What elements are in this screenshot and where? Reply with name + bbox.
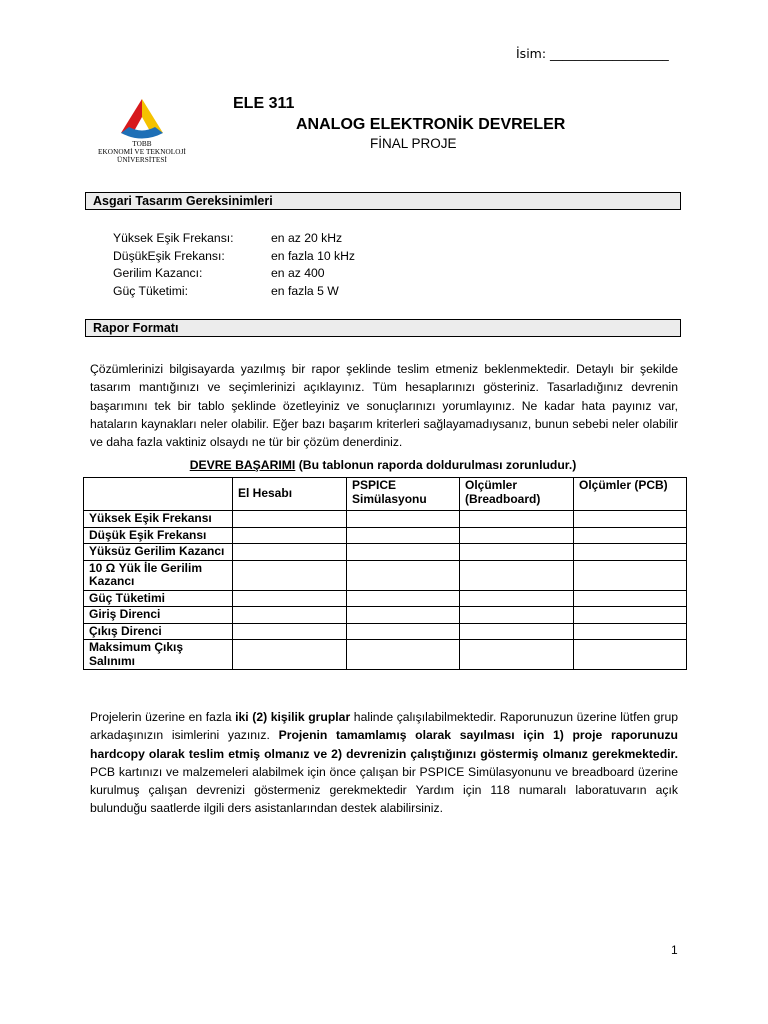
- table-cell[interactable]: [574, 560, 687, 590]
- report-format-heading: Rapor Formatı: [85, 319, 681, 337]
- requirement-row: [113, 284, 413, 300]
- table-row-label: Yüksüz Gerilim Kazancı: [84, 544, 233, 561]
- table-cell[interactable]: [233, 511, 347, 528]
- closing-bold-1: iki (2) kişilik gruplar: [235, 710, 351, 724]
- table-cell[interactable]: [233, 560, 347, 590]
- table-cell[interactable]: [460, 527, 574, 544]
- table-row-label: Giriş Direnci: [84, 607, 233, 624]
- table-row: [84, 544, 687, 561]
- table-caption-note: (Bu tablonun raporda doldurulması zorunludur.): [295, 458, 577, 472]
- requirement-label: DüşükEşik Frekansı:: [113, 249, 225, 263]
- table-cell[interactable]: [574, 590, 687, 607]
- table-cell[interactable]: [460, 590, 574, 607]
- performance-table: [83, 477, 687, 670]
- table-header-hand-calc: El Hesabı: [233, 478, 347, 511]
- course-subtitle: FİNAL PROJE: [370, 136, 457, 151]
- table-header-pspice: PSPICE Simülasyonu: [347, 478, 460, 511]
- table-cell[interactable]: [574, 527, 687, 544]
- table-cell[interactable]: [460, 560, 574, 590]
- table-row-label: Maksimum Çıkış Salınımı: [84, 640, 233, 670]
- table-cell[interactable]: [347, 640, 460, 670]
- requirement-row: [113, 249, 413, 265]
- table-row: [84, 623, 687, 640]
- logo-line-3: ÜNİVERSİTESİ: [117, 156, 167, 164]
- table-header-breadboard: Olçümler (Breadboard): [460, 478, 574, 511]
- requirements-heading: Asgari Tasarım Gereksinimleri: [85, 192, 681, 210]
- requirement-row: [113, 231, 413, 247]
- closing-text-2: halinde çalışılabilmektedir. Raporunuzun üzerine lütfen grup arkadaşınızın isimlerini yazınız.: [90, 710, 678, 743]
- table-cell[interactable]: [347, 511, 460, 528]
- table-cell[interactable]: [347, 607, 460, 624]
- course-code: ELE 311: [233, 95, 295, 112]
- table-cell[interactable]: [233, 640, 347, 670]
- name-field-label: İsim: ___________________: [516, 46, 669, 61]
- table-header-row: [84, 478, 687, 511]
- table-cell[interactable]: [574, 607, 687, 624]
- table-row-label: 10 Ω Yük İle Gerilim Kazancı: [84, 560, 233, 590]
- logo-triangle-icon: [93, 96, 191, 140]
- page-number: 1: [671, 943, 678, 957]
- requirement-label: Güç Tüketimi:: [113, 284, 188, 298]
- table-row: [84, 527, 687, 544]
- closing-paragraph: [90, 708, 678, 818]
- requirement-value: en az 400: [271, 266, 325, 280]
- table-row: [84, 590, 687, 607]
- table-cell[interactable]: [574, 623, 687, 640]
- table-caption: [85, 458, 681, 472]
- table-row-label: Yüksek Eşik Frekansı: [84, 511, 233, 528]
- table-row-label: Düşük Eşik Frekansı: [84, 527, 233, 544]
- table-cell[interactable]: [460, 607, 574, 624]
- table-cell[interactable]: [347, 590, 460, 607]
- logo-line-2: EKONOMİ VE TEKNOLOJİ: [98, 148, 186, 156]
- table-cell[interactable]: [233, 544, 347, 561]
- table-cell[interactable]: [460, 511, 574, 528]
- report-paragraph: Çözümlerinizi bilgisayarda yazılmış bir rapor şeklinde teslim etmeniz beklenmektedir. Detaylı bir şekilde tasarım mantığınızı ve seçimlerinizi açıklayınız. Tüm hesaplarınızı gösteriniz. Tasarladığınız devrenin başarımını tek bir tablo şeklinde özetleyiniz ve sonuçlarınızı yorumlayınız. Ne kadar hata payınız var, hataların kaynakları neler olabilir. Eğer bazı başarım kriterleri sağlayamadıysanız, bunun sebebi neler olabilir ve daha fazla vaktiniz olsaydı ne tür bir çözüm denerdiniz.: [90, 362, 678, 450]
- table-header-pcb: Olçümler (PCB): [574, 478, 687, 511]
- table-cell[interactable]: [460, 544, 574, 561]
- closing-text-3: PCB kartınızı ve malzemeleri alabilmek için önce çalışan bir PSPICE Simülasyonunu ve breadboard üzerine kurulmuş çalışan devrenizi göstermeniz gerekmektedir Yardım için 118 numaralı laboratuvarın açık bulunduğu saatlerde ilgili ders asistanlarından destek alabilirsiniz.: [90, 764, 678, 816]
- requirement-value: en fazla 5 W: [271, 284, 339, 298]
- table-cell[interactable]: [347, 623, 460, 640]
- table-cell[interactable]: [574, 511, 687, 528]
- table-cell[interactable]: [347, 560, 460, 590]
- table-cell[interactable]: [460, 640, 574, 670]
- table-cell[interactable]: [347, 527, 460, 544]
- table-row: [84, 511, 687, 528]
- table-cell[interactable]: [574, 544, 687, 561]
- table-row: [84, 560, 687, 590]
- table-cell[interactable]: [233, 527, 347, 544]
- university-logo: [93, 96, 191, 172]
- table-row-label: Güç Tüketimi: [84, 590, 233, 607]
- table-cell[interactable]: [460, 623, 574, 640]
- table-cell[interactable]: [233, 623, 347, 640]
- table-cell[interactable]: [574, 640, 687, 670]
- requirement-value: en az 20 kHz: [271, 231, 343, 245]
- table-cell[interactable]: [347, 544, 460, 561]
- table-row-label: Çıkış Direnci: [84, 623, 233, 640]
- table-caption-title: DEVRE BAŞARIMI: [189, 458, 296, 472]
- course-title: ANALOG ELEKTRONİK DEVRELER: [296, 116, 566, 133]
- table-cell[interactable]: [233, 607, 347, 624]
- requirement-value: en fazla 10 kHz: [271, 249, 356, 263]
- requirement-label: Yüksek Eşik Frekansı:: [113, 231, 234, 245]
- table-row: [84, 607, 687, 624]
- requirement-row: [113, 266, 413, 282]
- logo-line-1: TOBB: [132, 140, 152, 148]
- closing-bold-2: Projenin tamamlamış olarak sayılması için 1) proje raporunuzu hardcopy olarak teslim etmiş olmanız ve 2) devrenizin çalıştığınızı göstermiş olmanız gerekmektedir.: [90, 728, 678, 761]
- table-header-empty: [84, 478, 233, 511]
- closing-text-1: Projelerin üzerine en fazla: [90, 710, 236, 724]
- table-cell[interactable]: [233, 590, 347, 607]
- table-row: [84, 640, 687, 670]
- requirement-label: Gerilim Kazancı:: [113, 266, 203, 280]
